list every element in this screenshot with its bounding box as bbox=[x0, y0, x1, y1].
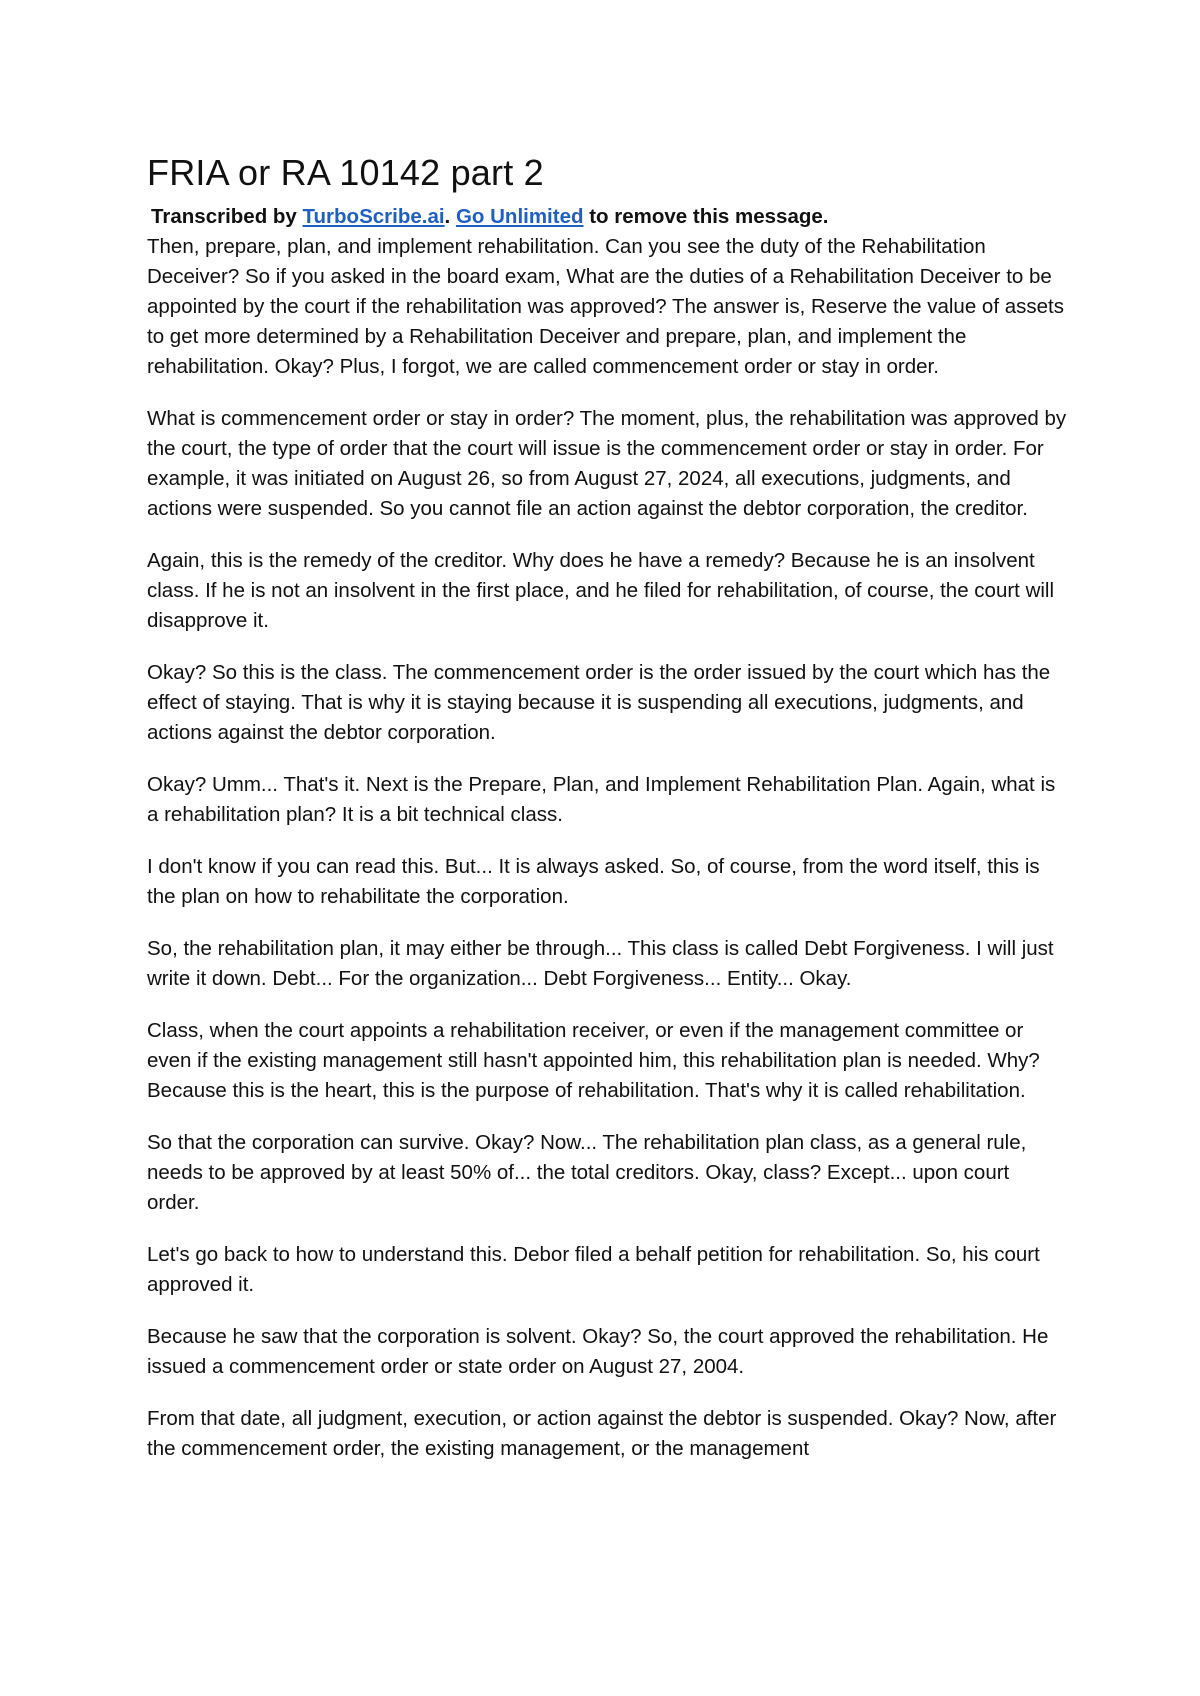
paragraph: What is commencement order or stay in order? The moment, plus, the rehabilitation was approved by the court, the type of order that the court will issue is the commencement order or stay in order. For example, it was initiated on August 26, so from August 27, 2024, all executions, judgments, and actions were suspended. So you cannot file an action against the debtor corporation, the creditor. bbox=[147, 407, 1067, 520]
paragraph: Then, prepare, plan, and implement rehabilitation. Can you see the duty of the Rehabilitation Deceiver? So if you asked in the board exam, What are the duties of a Rehabilitation Deceiver to be appointed by the court if the rehabilitation was approved? The answer is, Reserve the value of assets to get more determined by a Rehabilitation Deceiver and prepare, plan, and implement the rehabilitation. Okay? Plus, I forgot, we are called commencement order or stay in order. bbox=[147, 235, 1064, 378]
notice-prefix: Transcribed by bbox=[151, 205, 303, 228]
paragraph: So that the corporation can survive. Okay? Now... The rehabilitation plan class, as a general rule, needs to be approved by at least 50% of... the total creditors. Okay, class? Except... upon court order. bbox=[147, 1131, 1027, 1214]
paragraph: Okay? Umm... That's it. Next is the Prepare, Plan, and Implement Rehabilitation Plan. Again, what is a rehabilitation plan? It is a bit technical class. bbox=[147, 773, 1056, 826]
turboscribe-link[interactable]: TurboScribe.ai bbox=[302, 205, 445, 228]
document-page bbox=[147, 150, 1067, 1486]
paragraph: Okay? So this is the class. The commencement order is the order issued by the court which has the effect of staying. That is why it is staying because it is suspending all executions, judgments, and actions against the debtor corporation. bbox=[147, 661, 1051, 744]
paragraph: From that date, all judgment, execution, or action against the debtor is suspended. Okay? Now, after the commencement order, the existing management, or the management bbox=[147, 1407, 1057, 1460]
paragraph: Again, this is the remedy of the creditor. Why does he have a remedy? Because he is an insolvent class. If he is not an insolvent in the first place, and he filed for rehabilitation, of course, the court will disapprove it. bbox=[147, 549, 1055, 632]
document-title: FRIA or RA 10142 part 2 bbox=[147, 152, 544, 193]
paragraph: Because he saw that the corporation is solvent. Okay? So, the court approved the rehabilitation. He issued a commencement order or state order on August 27, 2004. bbox=[147, 1325, 1049, 1378]
transcription-notice bbox=[151, 202, 1067, 232]
notice-suffix: to remove this message. bbox=[583, 205, 829, 228]
notice-separator: . bbox=[444, 205, 456, 228]
paragraph: Let's go back to how to understand this. Debor filed a behalf petition for rehabilitation. So, his court approved it. bbox=[147, 1243, 1040, 1296]
paragraph: Class, when the court appoints a rehabilitation receiver, or even if the management committee or even if the existing management still hasn't appointed him, this rehabilitation plan is needed. Why? Because this is the heart, this is the purpose of rehabilitation. That's why it is called rehabilitation. bbox=[147, 1019, 1040, 1102]
paragraph: I don't know if you can read this. But... It is always asked. So, of course, from the word itself, this is the plan on how to rehabilitate the corporation. bbox=[147, 855, 1040, 908]
paragraph: So, the rehabilitation plan, it may either be through... This class is called Debt Forgiveness. I will just write it down. Debt... For the organization... Debt Forgiveness... Entity... Okay. bbox=[147, 937, 1054, 990]
go-unlimited-link[interactable]: Go Unlimited bbox=[455, 205, 584, 228]
